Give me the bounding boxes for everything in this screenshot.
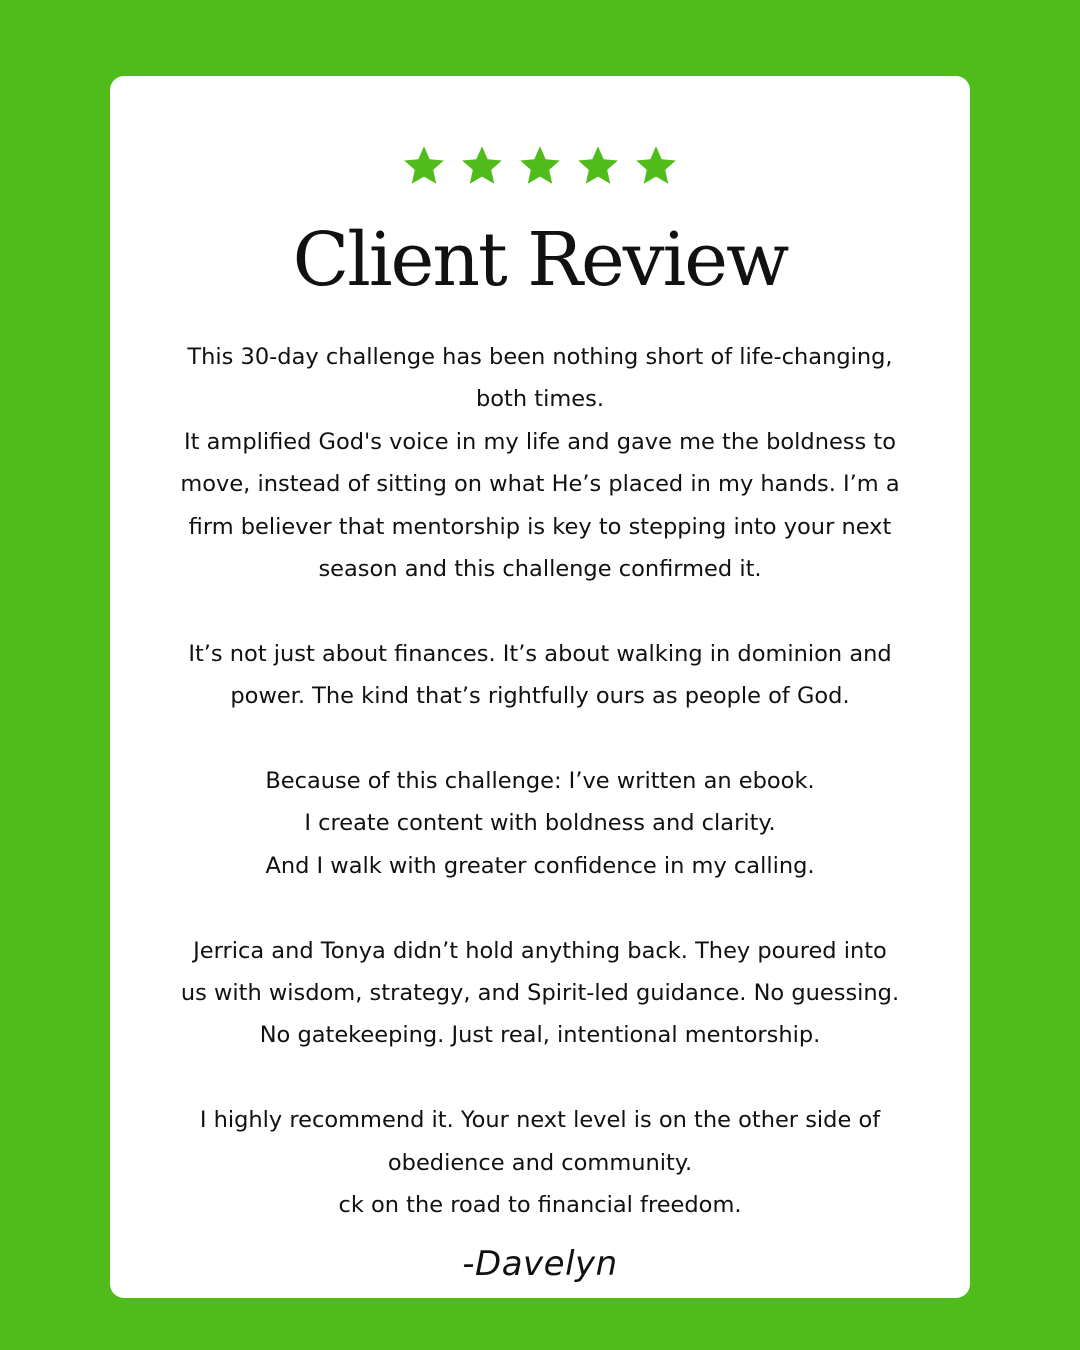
review-line: us with wisdom, strategy, and Spirit-led guidance. No guessing. [180, 980, 900, 1007]
review-paragraph [140, 336, 940, 590]
review-line: obedience and community. [387, 1149, 693, 1176]
review-line: power. The kind that’s rightfully ours as people of God. [230, 683, 850, 710]
page-title: Client Review [292, 217, 788, 303]
review-line: season and this challenge confirmed it. [318, 556, 762, 583]
review-line: firm believer that mentorship is key to stepping into your next [188, 513, 892, 540]
review-paragraph [140, 760, 940, 887]
review-line: Because of this challenge: I’ve written an ebook. [265, 768, 815, 795]
review-line: This 30-day challenge has been nothing short of life-changing, [187, 344, 893, 370]
review-line: It’s not just about finances. It’s about walking in dominion and [188, 640, 892, 667]
review-line: And I walk with greater confidence in my calling. [265, 852, 815, 879]
review-line: ck on the road to financial freedom. [338, 1192, 742, 1219]
review-line: both times. [476, 386, 604, 413]
review-paragraph [140, 633, 940, 718]
star-icon [402, 144, 446, 188]
review-text [140, 336, 940, 1226]
star-icon [634, 144, 678, 188]
reviewer-signature: -Davelyn [462, 1244, 618, 1284]
review-line: It amplified God's voice in my life and gave me the boldness to [184, 428, 896, 455]
review-line: move, instead of sitting on what He’s placed in my hands. I’m a [180, 471, 900, 498]
star-icon [576, 144, 620, 188]
review-card [110, 76, 970, 1298]
review-paragraph [140, 930, 940, 1057]
review-line: No gatekeeping. Just real, intentional mentorship. [259, 1022, 821, 1049]
star-icon [460, 144, 504, 188]
star-icon [518, 144, 562, 188]
review-line: I create content with boldness and clarity. [304, 810, 776, 837]
review-paragraph [140, 1099, 940, 1226]
review-line: I highly recommend it. Your next level is on the other side of [199, 1107, 881, 1134]
star-rating [110, 144, 970, 188]
review-line: Jerrica and Tonya didn’t hold anything back. They poured into [193, 937, 887, 964]
